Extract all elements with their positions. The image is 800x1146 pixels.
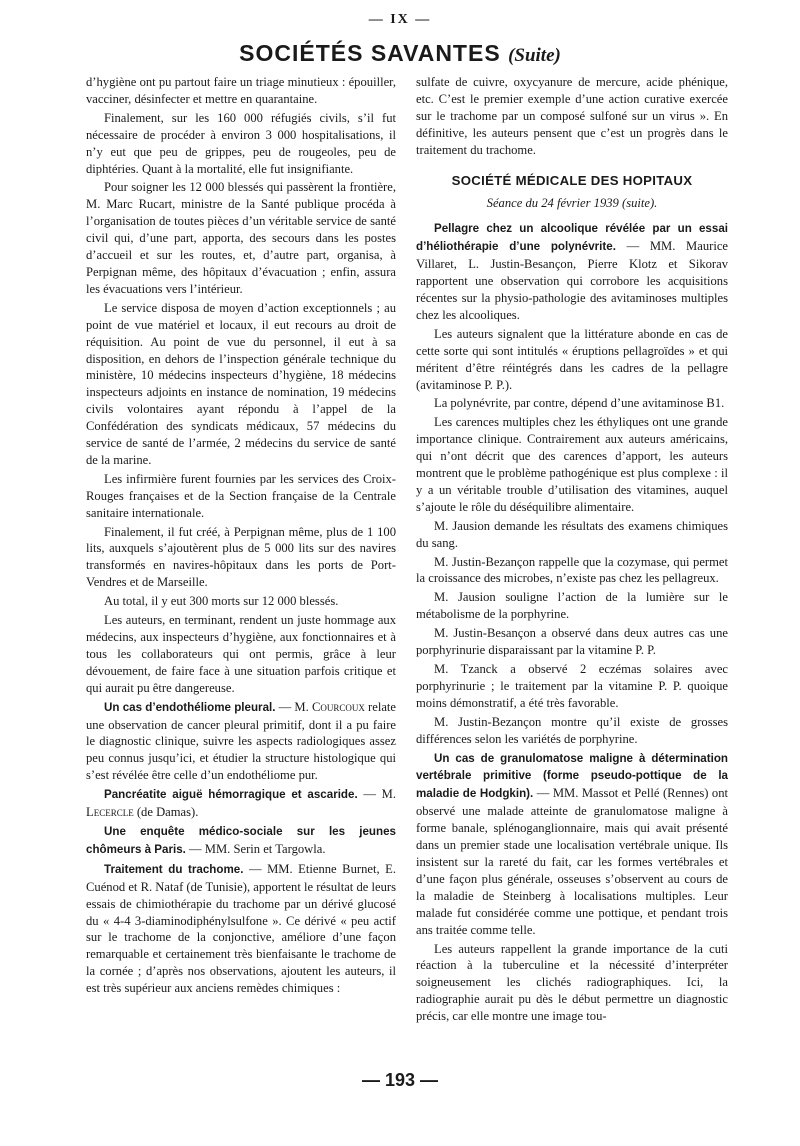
paragraph: M. Jausion demande les résultats des examens chimiques du sang. xyxy=(416,518,728,550)
paragraph: M. Justin-Bezançon montre qu’il existe de grosses différences selon les variétés de porphyrine. xyxy=(416,714,728,746)
running-head xyxy=(0,40,800,67)
report-title: Traitement du trachome. xyxy=(104,862,244,876)
report-title: Pancréatite aiguë hémorragique et ascaride. xyxy=(104,788,358,802)
report-chomeurs xyxy=(86,823,396,859)
session-date: Séance du 24 février 1939 (suite). xyxy=(486,196,658,211)
paragraph: Le service disposa de moyen d’action exceptionnels ; au point de vue matériel et locaux, il eut recours au droit de réquisition. Au point de vue du personnel, il eut à sa disposition, en dehors de l’inspection générale technique du ministère, 10 médecins inspecteurs d’hygiène, 18 médecins inspecteurs adjoints en instance de nomination, 19 médecins civils volontaires ayant répondu à l’appel de la Confédération des syndicats médicaux, 57 médecins du service de santé de l’armée, 2 médecins du service de santé de la marine. xyxy=(86,300,396,467)
running-head-suffix: (Suite) xyxy=(508,45,561,66)
right-column xyxy=(416,74,728,1027)
report-endotheliome xyxy=(86,699,396,785)
paragraph: Les auteurs signalent que la littérature abonde en cas de cette sorte qui sont intitulés « éruptions pellagroïdes » et qui méritent d’être réintégrés dans les cadres de la pellagre (avitaminose P. P.). xyxy=(416,326,728,392)
report-title: Une enquête médico-sociale sur les jeunes chômeurs à Paris. xyxy=(86,824,396,856)
left-column xyxy=(86,74,396,999)
paragraph: M. Justin-Besançon a observé dans deux autres cas une porphyrinurie disparaissant par la vitamine P. P. xyxy=(416,626,728,658)
paragraph: Les auteurs rappellent la grande importance de la cuti réaction à la tuberculine et la nécessité d’interpréter soigneusement les clichés radiographiques. Ici, la radiographie aurait pu dès le début permettre un diagnostic précis, car elle montre une image tou- xyxy=(416,941,728,1024)
report-trachome xyxy=(86,861,396,997)
paragraph: Les auteurs, en terminant, rendent un juste hommage aux médecins, aux inspecteurs d’hygiène, aux fonctionnaires et à tous les collaborateurs qui ont permis, grâce à leur dévouement, de faire face à une situation parfois critique et qui aurait pu être dangereuse. xyxy=(86,613,396,695)
paragraph: M. Justin-Bezançon rappelle que la cozymase, qui permet la croissance des microbes, n’existe pas chez les pellagreux. xyxy=(416,554,728,586)
separator: — M. xyxy=(275,699,312,714)
report-title: Un cas d’endothéliome pleural. xyxy=(104,700,276,714)
paragraph: sulfate de cuivre, oxycyanure de mercure, acide phénique, etc. C’est le premier exemple d’une action curative exercée sur le trachome par un composé sulfoné sur un virus ». En définitive, les auteurs pensent que c’est un progrès dans le traitement du trachome. xyxy=(416,75,728,157)
paragraph: Pour soigner les 12 000 blessés qui passèrent la frontière, M. Marc Rucart, ministre de la Santé publique procéda à l’organisation de toutes pièces d’un véritable service de santé civil qui, d’une part, apporta, des secours dans les postes d’accueil et sur les routes, et, d’autre part, organisa, à Perpignan même, des hôpitaux d’évacuation ; enfin, assura les évacuations vers l’intérieur. xyxy=(86,180,396,296)
report-pancreatite xyxy=(86,786,396,821)
paragraph: M. Tzanck a observé 2 eczémas solaires avec porphyrinurie ; le traitement par la vitamine P. P. quoique moins démonstratif, a été très favorable. xyxy=(416,662,728,710)
report-granulomatose xyxy=(416,750,728,939)
paragraph: d’hygiène ont pu partout faire un triage minutieux : épouiller, vacciner, désinfecter et mettre en quarantaine. xyxy=(86,75,396,106)
report-title: Pellagre chez un alcoolique révélée par un essai d’héliothérapie d’une polynévrite. xyxy=(416,222,728,254)
separator: — M. xyxy=(357,787,396,802)
author-name: Lecercle xyxy=(86,805,134,820)
report-text: relate une observation de cancer pleural primitif, dont il a pu faire le diagnostic clinique, suivre les aspects radiologiques assez peu connus jusqu’ici, et étudier la structure histologique qui s’est révélée être celle d’un endothéliome pur. xyxy=(86,699,396,783)
report-pellagre xyxy=(416,220,728,323)
paragraph: Au total, il y eut 300 morts sur 12 000 blessés. xyxy=(104,594,339,609)
section-title: SOCIÉTÉ MÉDICALE DES HOPITAUX xyxy=(451,172,693,188)
report-text: — MM. Serin et Targowla. xyxy=(185,841,326,856)
page-number: — 193 — xyxy=(361,1070,439,1090)
paragraph: Les carences multiples chez les éthyliques ont une grande importance clinique. Contrairement aux auteurs américains, qui n’ont décrit que des carences d’apport, les auteurs montrent que le problème pathogénique est plus complexe : il y a un véritable trouble d’utilisation des vitamines, auquel s’ajoute le rôle du déséquilibre alimentaire. xyxy=(416,415,728,514)
page-folio: — IX — xyxy=(368,12,432,27)
paragraph: La polynévrite, par contre, dépend d’une avitaminose B1. xyxy=(434,396,725,411)
report-text: — MM. Massot et Pellé (Rennes) ont observé une malade atteinte de granulomatose maligne à forme banale, splénoganglionnaire, mais qui avait présenté dans un premier stade une localisation vertébrale unique. Ils insistent sur la rareté du fait, car les formes vertébrales et d’une façon plus générale, osseuses s’observent au cours de la maladie de Steinberg à localisations multiples. Leur malade fut considérée comme une pottique, et pendant trois ans traitée comme telle. xyxy=(416,786,729,937)
author-name: Courcoux xyxy=(311,699,365,714)
paragraph: Finalement, il fut créé, à Perpignan même, plus de 1 100 lits, auxquels s’ajoutèrent plus de 5 000 lits sur des navires transformés en navires-hôpitaux dans les ports de Port-Vendres et de Marseille. xyxy=(86,524,396,590)
paragraph: M. Jausion souligne l’action de la lumière sur le métabolisme de la porphyrine. xyxy=(416,590,728,622)
report-title: Un cas de granulomatose maligne à détermination vertébrale primitive (forme pseudo-pottique de la maladie de Hodgkin). xyxy=(416,751,728,801)
report-text: (de Damas). xyxy=(133,805,199,820)
report-text: — MM. Maurice Villaret, L. Justin-Besançon, Pierre Klotz et Sikorav rapportent une observation qui corrobore les acquisitions récentes sur la physio-pathologie des avitaminoses multiples chez les alcooliques. xyxy=(416,239,728,322)
running-head-title: SOCIÉTÉS SAVANTES xyxy=(239,40,501,66)
report-text: — MM. Etienne Burnet, E. Cuénod et R. Nataf (de Tunisie), apportent le résultat de leurs essais de chimiothérapie du trachome par un dérivé glucosé du « 4-4 3-diaminodiphénylsulfone ». Ce dérivé « peu actif sur le trachome de la conjonctive, améliore d’une façon remarquable et certainement très bienfaisante le trachome de la cornée ; d’après nos observations, ajoutent les auteurs, il est très supérieur aux anciens remèdes chimiques : xyxy=(86,861,396,996)
paragraph: Les infirmière furent fournies par les services des Croix-Rouges françaises et de la Section française de la Centrale sanitaire internationale. xyxy=(86,471,396,520)
paragraph: Finalement, sur les 160 000 réfugiés civils, s’il fut nécessaire de procéder à environ 3 000 hospitalisations, il n’y eut que peu de grippes, peu de rougeoles, peu de diphtéries. Quant à la mortalité, elle fut insignifiante. xyxy=(86,110,396,176)
